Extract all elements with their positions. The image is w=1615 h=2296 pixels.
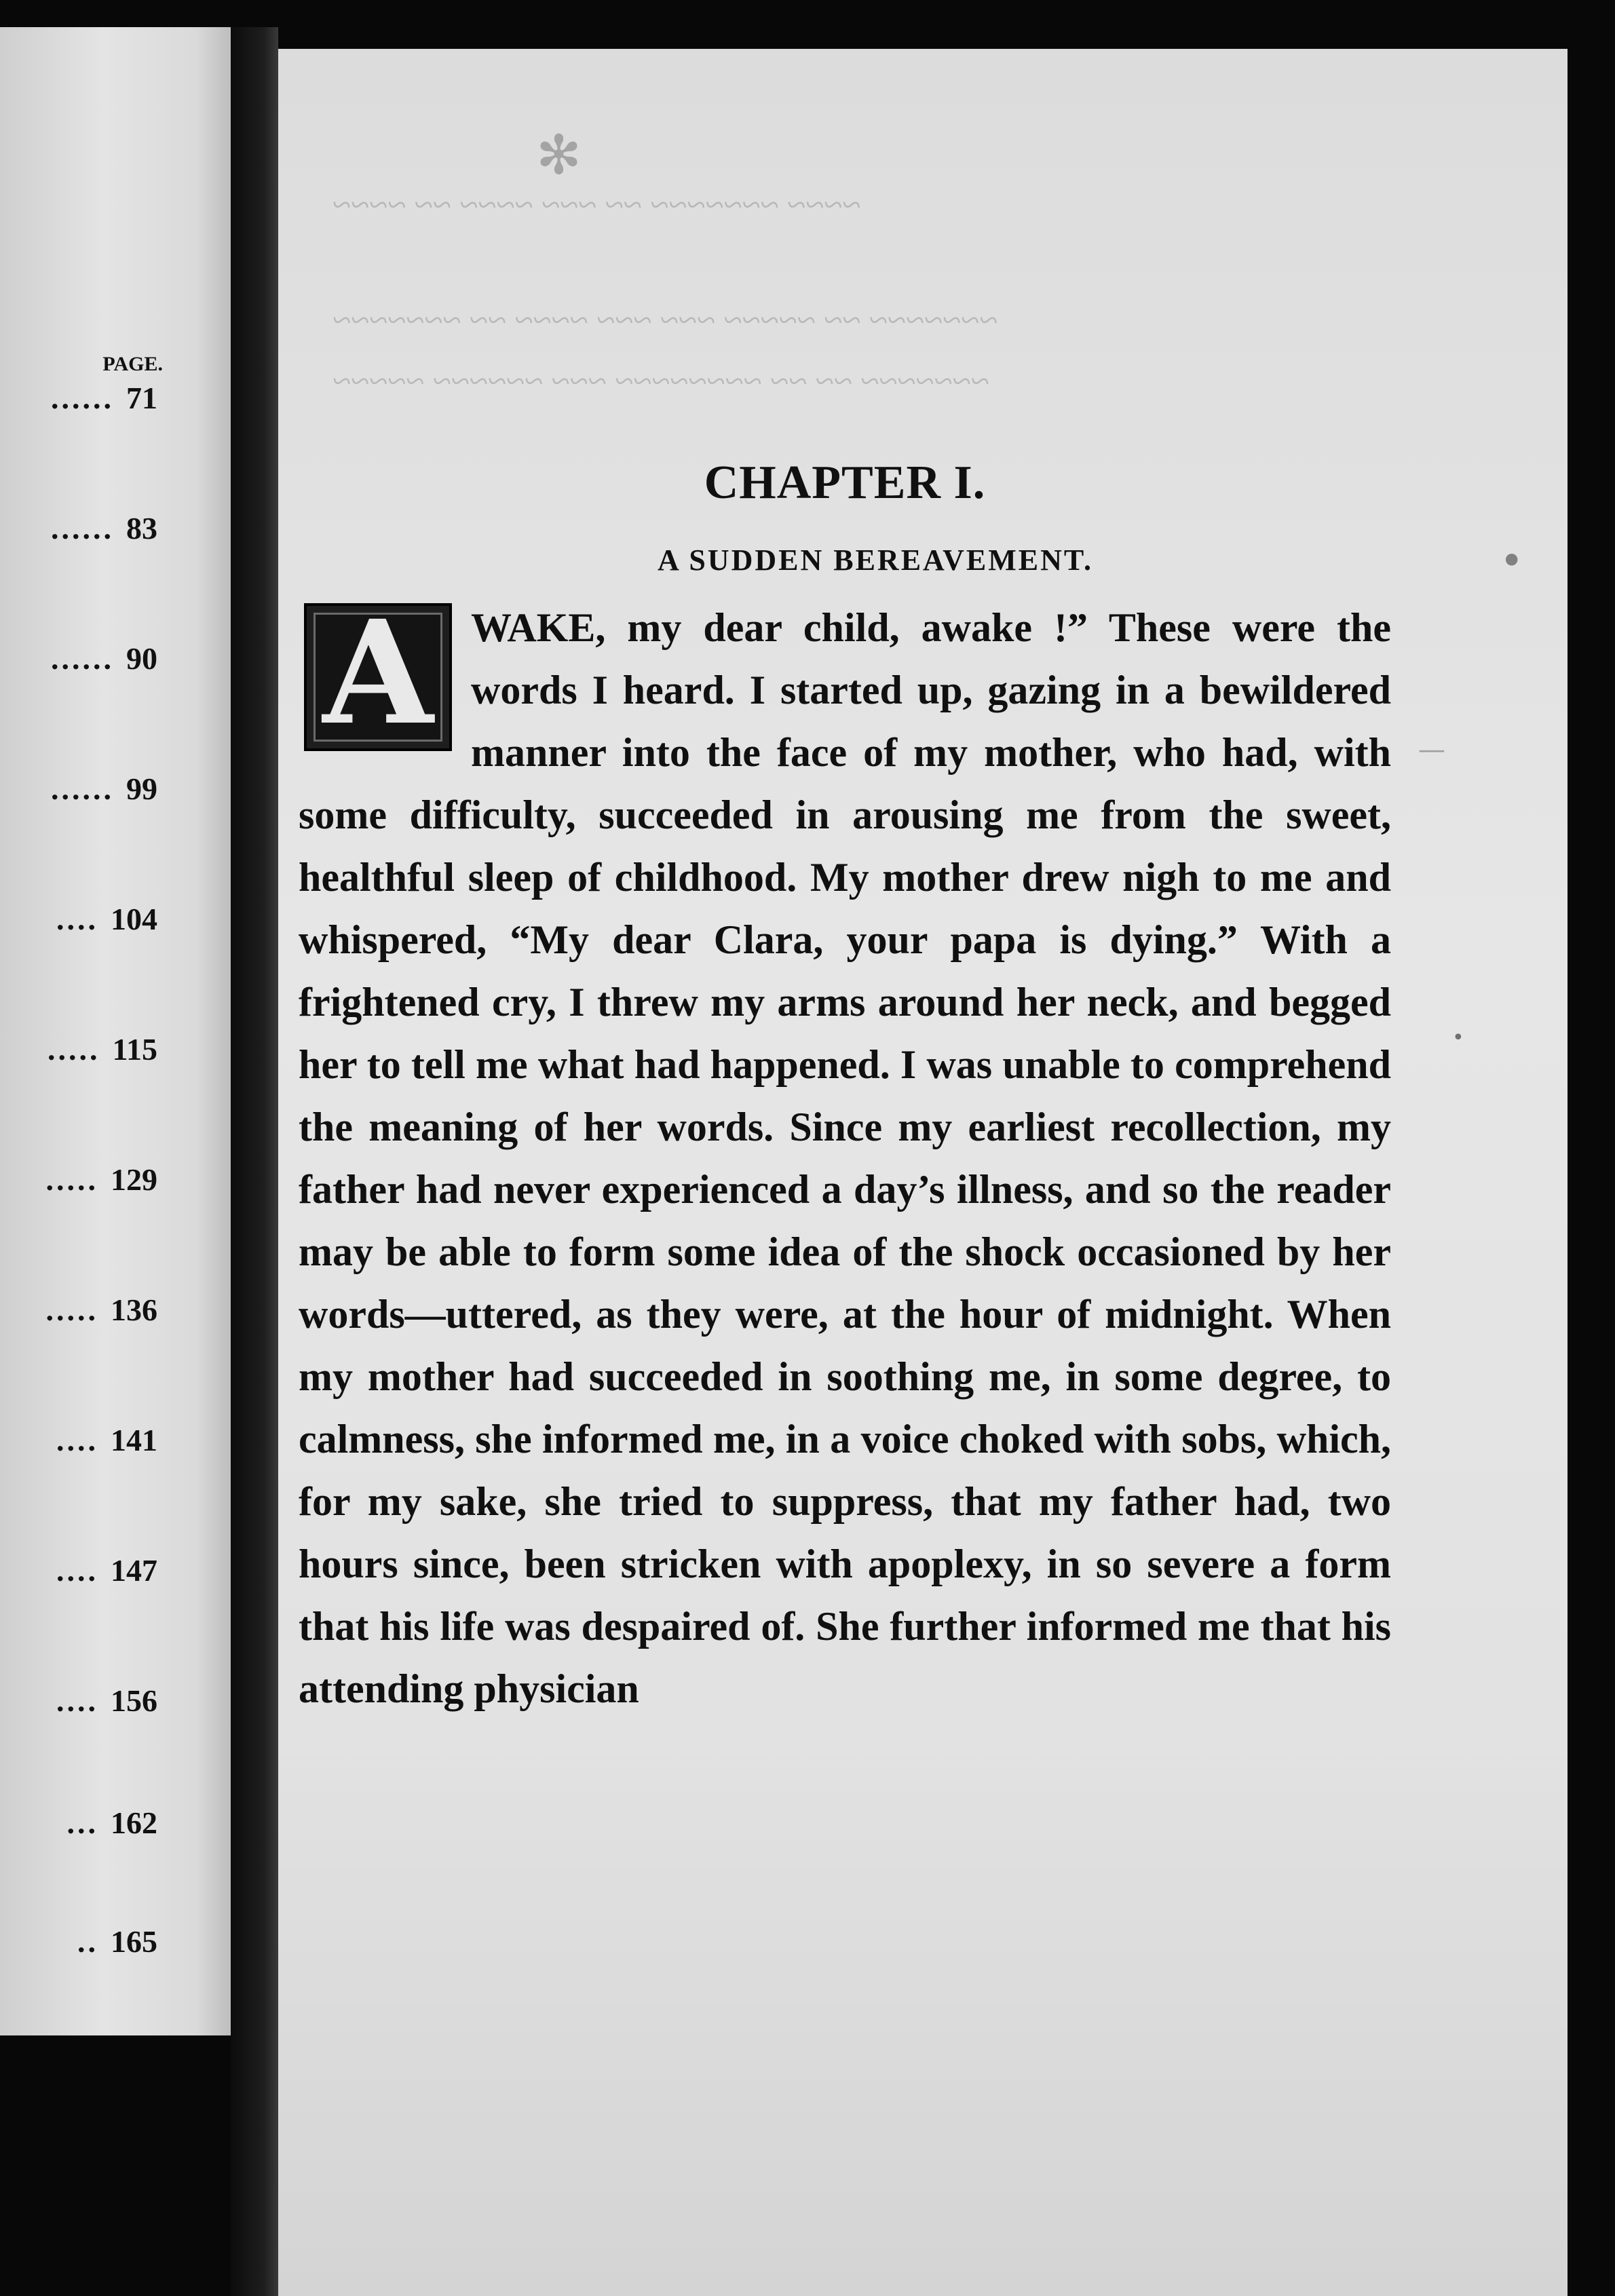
toc-page-number: 99 [126, 771, 157, 806]
toc-row: ...... 71 [51, 381, 157, 415]
chapter-content [299, 456, 1391, 1720]
toc-page-header: PAGE. [102, 353, 163, 375]
toc-page-number: 83 [126, 511, 157, 546]
toc-page-number: 136 [111, 1293, 157, 1327]
toc-row: ..... 129 [45, 1162, 157, 1197]
toc-row: .... 141 [56, 1423, 157, 1457]
toc-row: .... 156 [56, 1683, 157, 1718]
toc-row: ..... 115 [48, 1032, 157, 1067]
chapter-subtitle: A SUDDEN BEREAVEMENT. [657, 543, 1094, 577]
bleed-through-text: ~~~~ ~~~~~~~ ~~ ~~~ ~~~~ ~~ ~~~~ [332, 185, 861, 223]
page-speck: — [1418, 734, 1445, 765]
chapter-title: CHAPTER I. [704, 457, 986, 509]
book-gutter [231, 27, 278, 2296]
chapter-text: WAKE, my dear child, awake !” These were the words I heard. I started up, gazing in a bewildered manner into the face of my mother, who had, with some difficulty, succeeded in arousing me from the sweet, healthful sleep of childhood. My mother drew nigh to me and whispered, “My dear Clara, your papa is dying.” With a frightened cry, I threw my arms around her neck, and begged her to tell me what had happened. I was unable to comprehend the meaning of her words. Since my earliest recollection, my father had never experienced a day’s illness, and so the reader may be able to form some idea of the shock occasioned by her words—uttered, as they were, at the hour of midnight. When my mother had succeeded in soothing me, in some degree, to calmness, she informed me, in a voice choked with sobs, which, for my sake, she tried to suppress, that my father had, two hours since, been stricken with apoplexy, in so severe a form that his life was despaired of. She further informed me that his attending physician [299, 605, 1391, 1711]
toc-page-number: 147 [111, 1553, 157, 1588]
toc-page-number: 71 [126, 381, 157, 415]
toc-page-number: 141 [111, 1423, 157, 1457]
toc-page-number: 162 [111, 1805, 157, 1840]
bleed-through-ornament: ✻ [536, 123, 582, 187]
toc-page-number: 156 [111, 1683, 157, 1718]
toc-page-number: 104 [111, 902, 157, 936]
page-speck: • [1452, 1026, 1464, 1050]
toc-row: ...... 83 [51, 511, 157, 546]
toc-row: ...... 99 [51, 771, 157, 806]
drop-cap-illuminated-letter: A [304, 603, 452, 751]
bleed-through-text: ~~~~~~~ ~~ ~~ ~~~~~~~~ ~~~ ~~~~~~ ~~~~~ [332, 362, 989, 400]
toc-row: ..... 136 [45, 1293, 157, 1327]
right-page [278, 49, 1568, 2296]
toc-page-number: 115 [112, 1032, 157, 1067]
toc-row: ...... 90 [51, 641, 157, 676]
toc-row: .. 165 [77, 1924, 157, 1959]
toc-page-number: 165 [111, 1924, 157, 1959]
toc-page-number: 90 [126, 641, 157, 676]
toc-row: .... 104 [56, 902, 157, 936]
left-page-table-of-contents [0, 27, 231, 2035]
toc-page-number: 129 [111, 1162, 157, 1197]
toc-row: ... 162 [66, 1805, 157, 1840]
bleed-through-text: ~~~~~~~ ~~ ~~~~~ ~~~ ~~~ ~~~~ ~~ ~~~~~~~ [332, 301, 998, 339]
toc-row: .... 147 [56, 1553, 157, 1588]
chapter-paragraph [299, 589, 1391, 1720]
page-speck: • [1500, 537, 1524, 585]
